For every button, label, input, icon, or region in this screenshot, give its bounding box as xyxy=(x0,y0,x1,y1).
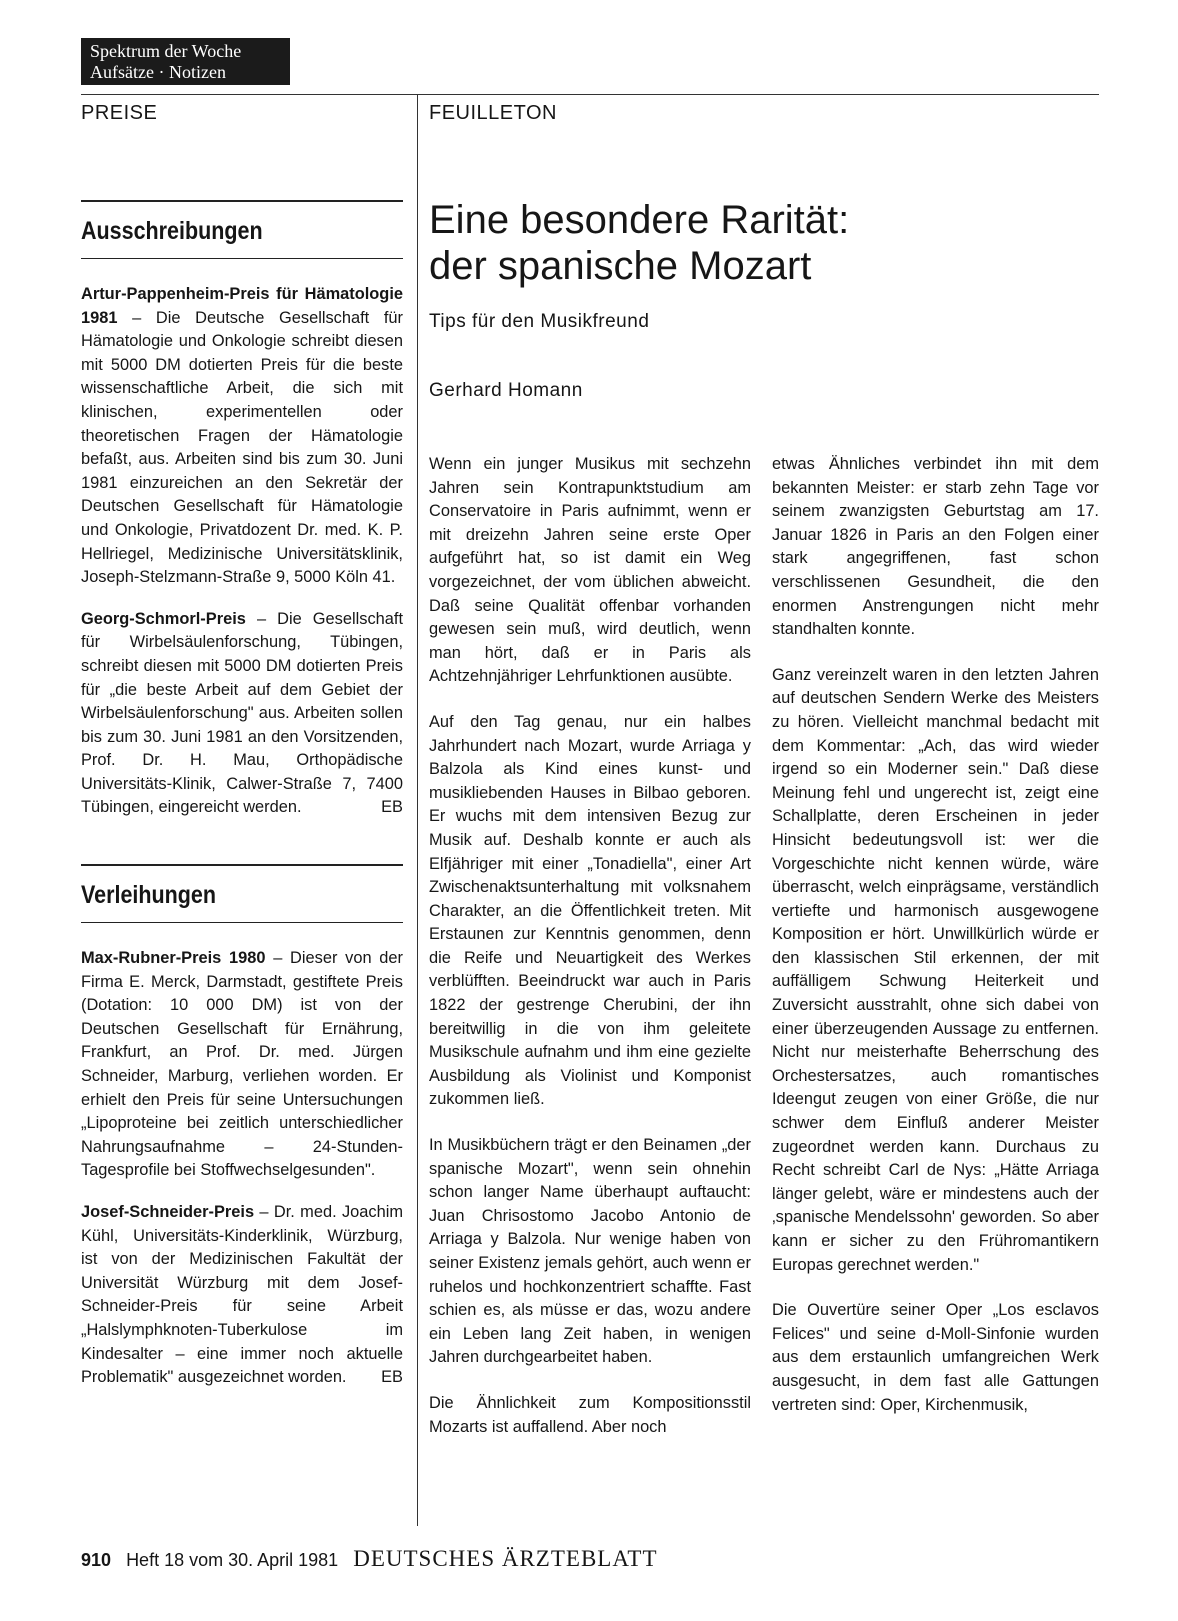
section-label xyxy=(81,38,290,85)
section-label-line2: Aufsätze · Notizen xyxy=(90,62,226,82)
article-paragraph: Auf den Tag genau, nur ein halbes Jahrhundert nach Mozart, wurde Arriaga y Balzola als Kind eines kunst- und musikliebenden Hauses in Bilbao geboren. Er wuchs mit dem intensiven Bezug zur Musik auf. Deshalb konnte er auch als Elfjähriger mit einer „Tonadiella", einer Art Zwischenaktsunterhaltung mit volksnahem Charakter, an die Öffentlichkeit treten. Mit Erstaunen zur Kenntnis genommen, denn die Reife und Neuartigkeit des Werkes verblüfften. Beeindruckt war auch in Paris 1822 der gestrenge Cherubini, der ihn bereitwillig in die von ihm geleitete Musikschule aufnahm und ihm eine gezielte Ausbildung als Violinist und Komponist zukommen ließ. xyxy=(429,712,751,1109)
heading-rule xyxy=(81,922,403,923)
page-number: 910 xyxy=(81,1550,112,1570)
notice-entry xyxy=(81,1201,403,1390)
rubric-feuilleton: FEUILLETON xyxy=(429,102,557,124)
article-column-2 xyxy=(772,453,1099,1439)
notice-text: – Dieser von der Firma E. Merck, Darmstadt, gestiftete Preis (Dotation: 10 000 DM) ist von der Deutschen Gesellschaft für Ernährung, Frankfurt, an Prof. Dr. med. Jürgen Schneider, Marburg, verliehen worden. Er erhielt den Preis für seine Untersuchungen „Lipoproteine bei zeitlich unterschiedlicher Nahrungsaufnahme – 24-Stunden-Tagesprofile bei Stoffwechselgesunden". xyxy=(81,949,403,1180)
heading-verleihungen: Verleihungen xyxy=(81,881,217,910)
notice-title: Josef-Schneider-Preis xyxy=(81,1203,255,1221)
journal-name: DEUTSCHES ÄRZTEBLATT xyxy=(353,1546,658,1571)
notice-entry xyxy=(81,947,403,1183)
issue-info: Heft 18 vom 30. April 1981 xyxy=(126,1550,339,1570)
notice-entry xyxy=(81,608,403,820)
author-initials: EB xyxy=(381,798,403,817)
heading-rule xyxy=(81,864,403,866)
article-title-line2: der spanische Mozart xyxy=(429,244,812,288)
heading-rule xyxy=(81,258,403,259)
notice-title: Max-Rubner-Preis 1980 xyxy=(81,949,266,968)
page-footer xyxy=(81,1546,658,1572)
notice-text: – Die Gesellschaft für Wirbelsäulenforschung, Tübingen, schreibt diesen mit 5000 DM dotierten Preis für „die beste Arbeit auf dem Gebiet der Wirbelsäulenforschung" aus. Arbeiten sollen bis zum 30. Juni 1981 an den Vorsitzenden, Prof. Dr. H. Mau, Orthopädische Universitäts-Klinik, Calwer-Straße 7, 7400 Tübingen, eingereicht werden. xyxy=(81,609,403,817)
heading-rule xyxy=(81,200,403,202)
heading-ausschreibungen: Ausschreibungen xyxy=(81,217,263,245)
notice-title: Georg-Schmorl-Preis xyxy=(81,609,246,628)
article-title-line1: Eine besondere Rarität: xyxy=(429,198,850,242)
article-title xyxy=(429,197,1079,289)
top-rule xyxy=(81,94,1099,95)
rubric-preise: PREISE xyxy=(81,102,158,124)
article-paragraph: etwas Ähnliches verbindet ihn mit dem bekannten Meister: er starb zehn Tage vor seinem zwanzigsten Geburtstag am 17. Januar 1826 in Paris an den Folgen einer stark angegriffenen, fast schon verschlissenen Gesundheit, die den enormen Anstrengungen nicht mehr standhalten konnte. xyxy=(772,455,1099,639)
notice-text: – Dr. med. Joachim Kühl, Universitäts-Kinderklinik, Würzburg, ist von der Medizinischen Fakultät der Universität Würzburg mit dem Josef-Schneider-Preis für seine Arbeit „Halslymphknoten-Tuberkulose im Kindesalter – eine immer noch aktuelle Problematik" ausgezeichnet worden. xyxy=(81,1203,403,1387)
article-paragraph: In Musikbüchern trägt er den Beinamen „der spanische Mozart", wenn sein ohnehin schon langer Name überhaupt auftaucht: Juan Chrisostomo Jacobo Antonio de Arriaga y Balzola. Nur wenige haben von seiner Existenz jemals gehört, auch wenn er ruhelos und hochkonzentriert schaffte. Fast schien es, als müsse er das, wozu andere ein Leben lang Zeit haben, in wenigen Jahren durchgearbeitet haben. xyxy=(429,1136,751,1367)
article-column-1 xyxy=(429,453,751,1461)
article-subtitle: Tips für den Musikfreund xyxy=(429,311,650,332)
author-initials: EB xyxy=(381,1368,403,1387)
article-paragraph: Wenn ein junger Musikus mit sechzehn Jahren sein Kontrapunktstudium am Conservatoire in Paris aufnimmt, wenn er mit dreizehn Jahren seine erste Oper aufgeführt hat, so ist damit ein Weg vorgezeichnet, der vom üblichen abweicht. Daß seine Qualität offenbar vorhanden gewesen sein muß, wird deutlich, wenn man hört, daß er in Paris als Achtzehnjähriger Lehrfunktionen ausübte. xyxy=(429,455,751,686)
article-paragraph: Die Ähnlichkeit zum Kompositionsstil Mozarts ist auffallend. Aber noch xyxy=(429,1393,751,1436)
column-divider xyxy=(417,94,418,1526)
article-paragraph: Ganz vereinzelt waren in den letzten Jahren auf deutschen Sendern Werke des Meisters zu hören. Vielleicht manchmal bedacht mit dem Kommentar: „Ach, das wird wieder irgend so ein Moderner sein." Daß diese Meinung fehl und ungerecht ist, zeigt eine Schallplatte, deren Erscheinen in jeder Hinsicht bedeutungsvoll ist: wer die Vorgeschichte nicht kennen würde, wäre überrascht, welch einprägsame, verständlich vertiefte und harmonisch ausgewogene Komposition er hört. Unwillkürlich würde er den klassischen Stil erkennen, der mit auffälligem Schwung Heiterkeit und Zuversicht ausstrahlt, ohne sich dabei von einer überzeugenden Aussage zu entfernen. Nicht nur meisterhafte Beherrschung des Orchestersatzes, auch romantisches Ideengut zeugen von einer Größe, die nur schwer dem Einfluß anderer Meister zugeordnet werden kann. Durchaus zu Recht schreibt Carl de Nys: „Hätte Arriaga länger gelebt, wäre er mindestens auch der ‚spanische Mendelssohn' geworden. So aber kann er sicher zu den Frühromantikern Europas gerechnet werden." xyxy=(772,665,1099,1274)
article-author: Gerhard Homann xyxy=(429,380,583,401)
left-column xyxy=(81,200,403,1408)
notice-text: – Die Deutsche Gesellschaft für Hämatologie und Onkologie schreibt diesen mit 5000 DM dotierten Preis für die beste wissenschaftliche Arbeit, die sich mit klinischen, experimentellen oder theoretischen Fragen der Hämatologie befaßt, aus. Arbeiten sind bis zum 30. Juni 1981 einzureichen an den Sekretär der Deutschen Gesellschaft für Hämatologie und Onkologie, Privatdozent Dr. med. K. P. Hellriegel, Medizinische Universitätsklinik, Joseph-Stelzmann-Straße 9, 5000 Köln 41. xyxy=(81,308,403,587)
notice-title: Artur-Pappenheim-Preis für Hämatologie 1981 xyxy=(81,285,403,327)
section-label-line1: Spektrum der Woche xyxy=(90,41,242,61)
notice-entry xyxy=(81,283,403,590)
article-paragraph: Die Ouvertüre seiner Oper „Los esclavos Felices" und seine d-Moll-Sinfonie wurden aus dem erstaunlich umfangreichen Werk ausgesucht, in dem fast alle Gattungen vertreten sind: Oper, Kirchenmusik, xyxy=(772,1301,1099,1414)
